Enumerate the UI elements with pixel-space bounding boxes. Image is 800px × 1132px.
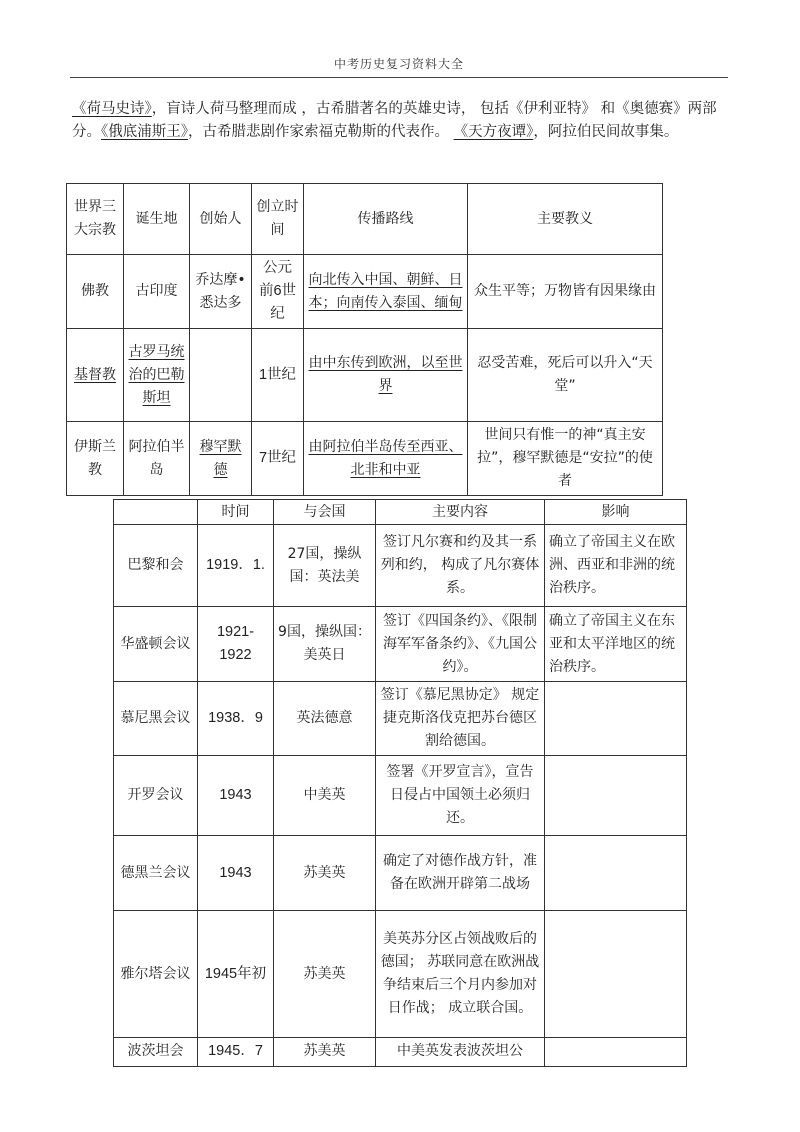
arabian-nights-description: ，阿拉伯民间故事集。 — [533, 124, 679, 140]
oedipus-title: 《俄底浦斯王》 — [101, 124, 188, 140]
religion-origin: 古罗马统治的巴勒斯坦 — [124, 329, 190, 422]
conference-time: 1945．7 — [198, 1038, 274, 1067]
header-cell: 世界三大宗教 — [67, 184, 124, 255]
conference-time: 1945年初 — [198, 911, 274, 1038]
conference-content: 签订凡尔赛和约及其一系列和约， 构成了凡尔赛体系。 — [376, 525, 545, 607]
table-row — [114, 911, 687, 1038]
religion-route: 由中东传到欧洲，以至世界 — [304, 329, 468, 422]
conference-members: 英法德意 — [274, 682, 376, 756]
conference-impact — [545, 1038, 687, 1067]
conference-impact — [545, 836, 687, 911]
conference-time: 1943 — [198, 756, 274, 836]
conference-time: 1938．9 — [198, 682, 274, 756]
conference-impact: 确立了帝国主义在东亚和太平洋地区的统治秩序。 — [545, 607, 687, 682]
header-cell: 传播路线 — [304, 184, 468, 255]
table-header-row — [114, 500, 687, 525]
table-header-row — [67, 184, 663, 255]
table-row — [114, 525, 687, 607]
religion-origin: 古印度 — [124, 255, 190, 329]
religion-founder: 穆罕默德 — [190, 422, 252, 496]
conference-name: 巴黎和会 — [114, 525, 198, 607]
religion-time: 公元前6世纪 — [252, 255, 304, 329]
religion-time: 7世纪 — [252, 422, 304, 496]
religion-name: 基督教 — [67, 329, 124, 422]
conference-impact: 确立了帝国主义在欧洲、西亚和非洲的统治秩序。 — [545, 525, 687, 607]
homer-title: 《荷马史诗》 — [72, 101, 152, 117]
religion-origin: 阿拉伯半岛 — [124, 422, 190, 496]
header-cell: 影响 — [545, 500, 687, 525]
header-cell — [114, 500, 198, 525]
conference-name: 德黑兰会议 — [114, 836, 198, 911]
page-header-title: 中考历史复习资料大全 — [333, 57, 464, 71]
conference-impact — [545, 682, 687, 756]
international-conferences-table — [113, 499, 687, 1067]
religion-doctrine: 众生平等；万物皆有因果缘由 — [468, 255, 663, 329]
religion-founder: 乔达摩•悉达多 — [190, 255, 252, 329]
table-row — [114, 1038, 687, 1067]
table-row — [114, 682, 687, 756]
religion-doctrine: 世间只有惟一的神“真主安拉”，穆罕默德是“安拉”的使者 — [468, 422, 663, 496]
homer-description: ，盲诗人荷马整理而成 ，古希腊著名的英雄史诗， 包括《伊利亚特》 和《奥德赛》两部分。 — [72, 101, 717, 140]
table-row — [67, 422, 663, 496]
conference-time: 1943 — [198, 836, 274, 911]
religion-time: 1世纪 — [252, 329, 304, 422]
religion-route: 向北传入中国、朝鲜、日本；向南传入泰国、缅甸 — [304, 255, 468, 329]
header-cell: 主要教义 — [468, 184, 663, 255]
table-row — [114, 756, 687, 836]
header-cell: 创立时间 — [252, 184, 304, 255]
conference-members: 苏美英 — [274, 836, 376, 911]
conference-name: 华盛顿会议 — [114, 607, 198, 682]
conference-content: 美英苏分区占领战败后的德国； 苏联同意在欧洲战争结束后三个月内参加对日作战； 成立联合国。 — [376, 911, 545, 1038]
conference-name: 开罗会议 — [114, 756, 198, 836]
conference-members: 27国，操纵国：英法美 — [274, 525, 376, 607]
conference-members: 苏美英 — [274, 911, 376, 1038]
conference-time: 1919．1. — [198, 525, 274, 607]
conference-members: 中美英 — [274, 756, 376, 836]
header-divider — [70, 77, 728, 78]
conference-members: 苏美英 — [274, 1038, 376, 1067]
oedipus-description: ，古希腊悲剧作家索福克勒斯的代表作。 — [188, 124, 454, 140]
conference-time: 1921-1922 — [198, 607, 274, 682]
conference-content: 签订《四国条约》、《限制海军军备条约》、《九国公约》。 — [376, 607, 545, 682]
world-religions-table — [66, 183, 663, 496]
table-row — [67, 329, 663, 422]
conference-name: 慕尼黑会议 — [114, 682, 198, 756]
religion-doctrine: 忍受苦难，死后可以升入“天堂” — [468, 329, 663, 422]
conference-name: 雅尔塔会议 — [114, 911, 198, 1038]
header-cell: 创始人 — [190, 184, 252, 255]
header-cell: 主要内容 — [376, 500, 545, 525]
table-row — [67, 255, 663, 329]
arabian-nights-title: 《天方夜谭》 — [453, 124, 534, 140]
conference-content: 签订《慕尼黑协定》 规定捷克斯洛伐克把苏台德区割给德国。 — [376, 682, 545, 756]
conference-content: 中美英发表波茨坦公 — [376, 1038, 545, 1067]
table-row — [114, 836, 687, 911]
religion-founder — [190, 329, 252, 422]
religion-route: 由阿拉伯半岛传至西亚、北非和中亚 — [304, 422, 468, 496]
conference-name: 波茨坦会 — [114, 1038, 198, 1067]
conference-impact — [545, 911, 687, 1038]
conference-impact — [545, 756, 687, 836]
religion-name: 伊斯兰教 — [67, 422, 124, 496]
header-cell: 与会国 — [274, 500, 376, 525]
header-cell: 诞生地 — [124, 184, 190, 255]
header-cell: 时间 — [198, 500, 274, 525]
table-row — [114, 607, 687, 682]
conference-content: 签署《开罗宣言》，宣告日侵占中国领土必须归还。 — [376, 756, 545, 836]
intro-paragraph — [72, 98, 732, 144]
religion-name: 佛教 — [67, 255, 124, 329]
conference-content: 确定了对德作战方针，准备在欧洲开辟第二战场 — [376, 836, 545, 911]
conference-members: 9国，操纵国：美英日 — [274, 607, 376, 682]
